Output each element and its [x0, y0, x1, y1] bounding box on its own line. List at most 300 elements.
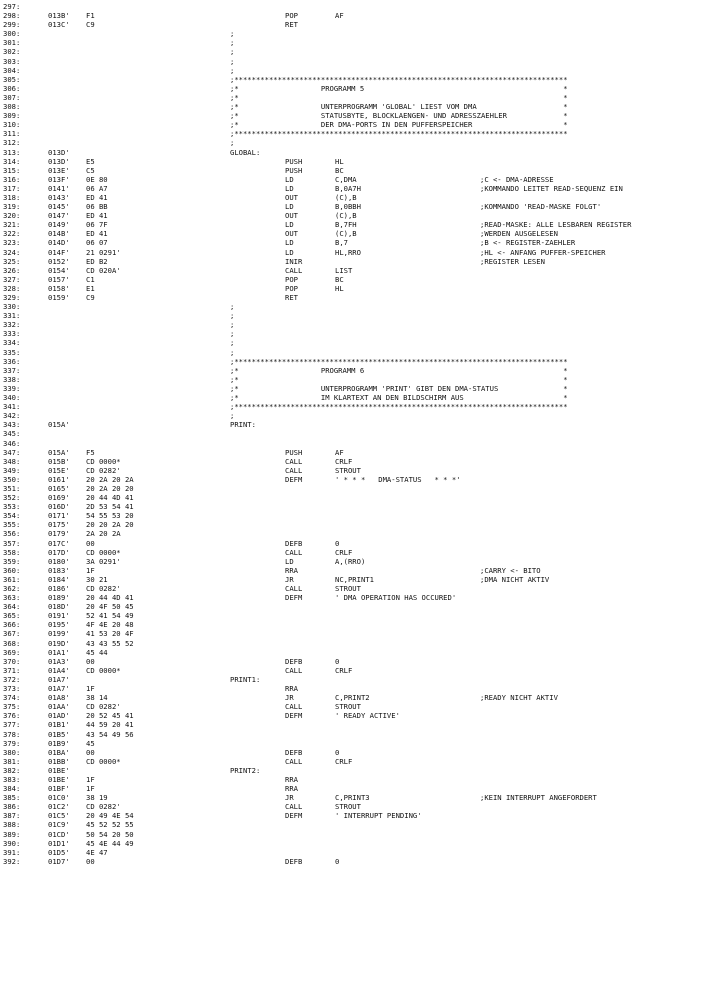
object-code: 2D 53 54 41	[86, 502, 134, 512]
comment-line: ;*****************************************************************************	[230, 129, 568, 139]
line-number: 355:	[3, 520, 21, 530]
mnemonic: INIR	[285, 256, 303, 266]
comment: ;KOMMANDO LEITET READ-SEQUENZ EIN	[480, 183, 623, 193]
listing-row	[0, 830, 704, 839]
listing-row	[0, 657, 704, 666]
operand: LIST	[335, 265, 353, 275]
address: 0189'	[48, 593, 70, 603]
operand: B,0A7H	[335, 183, 361, 193]
listing-row	[0, 75, 704, 84]
object-code: 0E 80	[86, 174, 108, 184]
listing-row	[0, 720, 704, 729]
listing-row	[0, 802, 704, 811]
object-code: CD 0000*	[86, 665, 121, 675]
line-number: 312:	[3, 138, 21, 148]
comment-line: ;*****************************************************************************	[230, 402, 568, 412]
object-code: 2A 20 2A	[86, 529, 121, 539]
line-number: 361:	[3, 574, 21, 584]
listing-row	[0, 666, 704, 675]
line-number: 313:	[3, 147, 21, 157]
mnemonic: RRA	[285, 774, 298, 784]
mnemonic: JR	[285, 574, 294, 584]
address: 0145'	[48, 202, 70, 212]
mnemonic: DEFB	[285, 856, 303, 866]
object-code: 20 52 45 41	[86, 711, 134, 721]
line-number: 359:	[3, 556, 21, 566]
comment: ;WERDEN AUSGELESEN	[480, 229, 558, 239]
listing-row	[0, 11, 704, 20]
line-number: 388:	[3, 820, 21, 830]
line-number: 383:	[3, 774, 21, 784]
line-number: 365:	[3, 611, 21, 621]
listing-row	[0, 57, 704, 66]
comment-line: ;* *	[230, 374, 568, 384]
listing-row	[0, 284, 704, 293]
mnemonic: OUT	[285, 229, 298, 239]
line-number: 346:	[3, 438, 21, 448]
listing-row	[0, 793, 704, 802]
line-number: 392:	[3, 856, 21, 866]
mnemonic: JR	[285, 793, 294, 803]
object-code: 06 07	[86, 238, 108, 248]
object-code: CD 0000*	[86, 547, 121, 557]
listing-row	[0, 47, 704, 56]
listing-row	[0, 402, 704, 411]
listing-row	[0, 38, 704, 47]
line-number: 379:	[3, 738, 21, 748]
line-number: 366:	[3, 620, 21, 630]
object-code: C1	[86, 274, 95, 284]
mnemonic: RRA	[285, 784, 298, 794]
comment: ;REGISTER LESEN	[480, 256, 545, 266]
line-number: 363:	[3, 593, 21, 603]
line-number: 348:	[3, 456, 21, 466]
line-number: 387:	[3, 811, 21, 821]
address: 01CD'	[48, 829, 70, 839]
address: 01B1'	[48, 720, 70, 730]
object-code: C9	[86, 20, 95, 30]
comment-line: ;	[230, 311, 235, 321]
object-code: CD 020A'	[86, 265, 121, 275]
object-code: E1	[86, 283, 95, 293]
listing-row	[0, 393, 704, 402]
address: 0141'	[48, 183, 70, 193]
line-number: 345:	[3, 429, 21, 439]
comment: ;READ-MASKE: ALLE LESBAREN REGISTER	[480, 220, 632, 230]
address: 017C'	[48, 538, 70, 548]
listing-row	[0, 184, 704, 193]
object-code: ED 41	[86, 192, 108, 202]
comment: ;B <- REGISTER-ZAEHLER	[480, 238, 576, 248]
address: 014B'	[48, 229, 70, 239]
mnemonic: LD	[285, 183, 294, 193]
address: 013C'	[48, 20, 70, 30]
line-number: 371:	[3, 665, 21, 675]
listing-row	[0, 138, 704, 147]
object-code: 45 4E 44 49	[86, 838, 134, 848]
object-code: 1F	[86, 774, 95, 784]
listing-row	[0, 20, 704, 29]
line-number: 349:	[3, 465, 21, 475]
line-number: 381:	[3, 756, 21, 766]
object-code: 3A 0291'	[86, 556, 121, 566]
mnemonic: LD	[285, 220, 294, 230]
object-code: 1F	[86, 684, 95, 694]
object-code: ED 41	[86, 229, 108, 239]
line-number: 317:	[3, 183, 21, 193]
comment-line: ;	[230, 38, 235, 48]
listing-row	[0, 693, 704, 702]
address: 01BE'	[48, 774, 70, 784]
listing-row	[0, 275, 704, 284]
listing-row	[0, 466, 704, 475]
listing-row	[0, 457, 704, 466]
comment-line: ;* STATUSBYTE, BLOCKLAENGEN- UND ADRESSZAEHLER *	[230, 111, 568, 121]
object-code: 43 43 55 52	[86, 638, 134, 648]
operand: 0	[335, 747, 340, 757]
comment-line: ;* PROGRAMM 6 *	[230, 365, 568, 375]
mnemonic: DEFM	[285, 811, 303, 821]
line-number: 314:	[3, 156, 21, 166]
line-number: 299:	[3, 20, 21, 30]
line-number: 343:	[3, 420, 21, 430]
listing-row	[0, 520, 704, 529]
comment-line: ;*****************************************************************************	[230, 356, 568, 366]
address: 0154'	[48, 265, 70, 275]
listing-row	[0, 502, 704, 511]
object-code: 20 49 4E 54	[86, 811, 134, 821]
line-number: 386:	[3, 802, 21, 812]
line-number: 319:	[3, 202, 21, 212]
object-code: 4F 4E 20 48	[86, 620, 134, 630]
line-number: 369:	[3, 647, 21, 657]
mnemonic: DEFM	[285, 593, 303, 603]
mnemonic: PUSH	[285, 165, 303, 175]
address: 0165'	[48, 483, 70, 493]
listing-row	[0, 120, 704, 129]
address: 0143'	[48, 192, 70, 202]
line-number: 356:	[3, 529, 21, 539]
line-number: 384:	[3, 784, 21, 794]
line-number: 324:	[3, 247, 21, 257]
line-number: 329:	[3, 293, 21, 302]
object-code: 06 A7	[86, 183, 108, 193]
operand: ' READY ACTIVE'	[335, 711, 400, 721]
comment-line: ;	[230, 47, 235, 57]
listing-row	[0, 220, 704, 229]
line-number: 321:	[3, 220, 21, 230]
line-number: 373:	[3, 684, 21, 694]
listing-row	[0, 848, 704, 857]
mnemonic: OUT	[285, 192, 298, 202]
comment-line: ;	[230, 302, 235, 312]
mnemonic: LD	[285, 556, 294, 566]
listing-row	[0, 148, 704, 157]
operand: ' INTERRUPT PENDING'	[335, 811, 422, 821]
operand: STROUT	[335, 702, 361, 712]
address: 0152'	[48, 256, 70, 266]
listing-row	[0, 748, 704, 757]
address: 0161'	[48, 474, 70, 484]
listing-row	[0, 730, 704, 739]
line-number: 380:	[3, 747, 21, 757]
mnemonic: DEFM	[285, 711, 303, 721]
listing-row	[0, 2, 704, 11]
line-number: 350:	[3, 474, 21, 484]
mnemonic: PUSH	[285, 156, 303, 166]
object-code: CD 0282'	[86, 465, 121, 475]
object-code: 20 20 2A 20	[86, 520, 134, 530]
line-number: 340:	[3, 393, 21, 403]
line-number: 374:	[3, 693, 21, 703]
object-code: 44 59 20 41	[86, 720, 134, 730]
comment: ;READY NICHT AKTIV	[480, 693, 558, 703]
object-code: 20 2A 20 2A	[86, 474, 134, 484]
object-code: 20 2A 20 20	[86, 483, 134, 493]
object-code: 38 19	[86, 793, 108, 803]
operand: AF	[335, 447, 344, 457]
address: 014F'	[48, 247, 70, 257]
object-code: F5	[86, 447, 95, 457]
label: PRINT:	[230, 420, 256, 430]
mnemonic: LD	[285, 202, 294, 212]
address: 015E'	[48, 465, 70, 475]
object-code: 38 14	[86, 693, 108, 703]
comment: ;CARRY <- BITO	[480, 565, 541, 575]
address: 013F'	[48, 174, 70, 184]
comment-line: ;	[230, 411, 235, 421]
line-number: 298:	[3, 11, 21, 21]
object-code: CD 0282'	[86, 584, 121, 593]
listing-row	[0, 648, 704, 657]
address: 013D'	[48, 156, 70, 166]
listing-row	[0, 675, 704, 684]
address: 01A1'	[48, 647, 70, 657]
listing-row	[0, 811, 704, 820]
mnemonic: CALL	[285, 665, 303, 675]
line-number: 323:	[3, 238, 21, 248]
object-code: 00	[86, 656, 95, 666]
comment: ;KEIN INTERRUPT ANGEFORDERT	[480, 793, 597, 803]
address: 0149'	[48, 220, 70, 230]
line-number: 367:	[3, 629, 21, 639]
object-code: 1F	[86, 784, 95, 794]
listing-row	[0, 238, 704, 247]
listing-row	[0, 602, 704, 611]
line-number: 302:	[3, 47, 21, 57]
listing-row	[0, 329, 704, 338]
operand: HL,RRO	[335, 247, 361, 257]
object-code: 54 55 53 20	[86, 511, 134, 521]
listing-row	[0, 102, 704, 111]
object-code: 20 44 4D 41	[86, 593, 134, 603]
listing-row	[0, 420, 704, 429]
listing-row	[0, 84, 704, 93]
listing-row	[0, 639, 704, 648]
listing-row	[0, 320, 704, 329]
line-number: 370:	[3, 656, 21, 666]
listing-row	[0, 684, 704, 693]
line-number: 308:	[3, 102, 21, 112]
line-number: 309:	[3, 111, 21, 121]
address: 0147'	[48, 211, 70, 221]
line-number: 305:	[3, 74, 21, 84]
operand: C,DMA	[335, 174, 357, 184]
line-number: 382:	[3, 765, 21, 775]
address: 0195'	[48, 620, 70, 630]
line-number: 338:	[3, 374, 21, 384]
operand: 0	[335, 538, 340, 548]
listing-row	[0, 348, 704, 357]
comment-line: ;	[230, 329, 235, 339]
address: 0191'	[48, 611, 70, 621]
address: 019D'	[48, 638, 70, 648]
address: 01BB'	[48, 756, 70, 766]
label: PRINT2:	[230, 765, 261, 775]
operand: 0	[335, 656, 340, 666]
listing-row	[0, 302, 704, 311]
object-code: 41 53 20 4F	[86, 629, 134, 639]
line-number: 336:	[3, 356, 21, 366]
line-number: 337:	[3, 365, 21, 375]
line-number: 372:	[3, 674, 21, 684]
comment-line: ;*****************************************************************************	[230, 74, 568, 84]
operand: (C),B	[335, 192, 357, 202]
mnemonic: RRA	[285, 565, 298, 575]
listing-row	[0, 202, 704, 211]
operand: B,7FH	[335, 220, 357, 230]
operand: A,(RRO)	[335, 556, 366, 566]
address: 0171'	[48, 511, 70, 521]
address: 01A3'	[48, 656, 70, 666]
line-number: 331:	[3, 311, 21, 321]
mnemonic: RRA	[285, 684, 298, 694]
mnemonic: LD	[285, 247, 294, 257]
object-code: 00	[86, 747, 95, 757]
mnemonic: POP	[285, 11, 298, 21]
object-code: 30 21	[86, 574, 108, 584]
comment: ;DMA NICHT AKTIV	[480, 574, 550, 584]
object-code: 00	[86, 538, 95, 548]
listing-row	[0, 257, 704, 266]
address: 01BA'	[48, 747, 70, 757]
mnemonic: CALL	[285, 547, 303, 557]
listing-row	[0, 311, 704, 320]
object-code: CD 0282'	[86, 802, 121, 812]
line-number: 353:	[3, 502, 21, 512]
object-code: E5	[86, 156, 95, 166]
listing-row	[0, 511, 704, 520]
mnemonic: CALL	[285, 465, 303, 475]
listing-row	[0, 557, 704, 566]
listing-row	[0, 293, 704, 302]
listing-row	[0, 539, 704, 548]
operand: HL	[335, 283, 344, 293]
listing-row	[0, 593, 704, 602]
address: 0157'	[48, 274, 70, 284]
mnemonic: RET	[285, 20, 298, 30]
comment-line: ;	[230, 338, 235, 348]
address: 01C2'	[48, 802, 70, 812]
line-number: 307:	[3, 92, 21, 102]
listing-row	[0, 384, 704, 393]
listing-row	[0, 439, 704, 448]
mnemonic: DEFB	[285, 538, 303, 548]
object-code: CD 0282'	[86, 702, 121, 712]
listing-row	[0, 193, 704, 202]
address: 0175'	[48, 520, 70, 530]
line-number: 357:	[3, 538, 21, 548]
operand: HL	[335, 156, 344, 166]
line-number: 342:	[3, 411, 21, 421]
line-number: 318:	[3, 192, 21, 202]
assembly-listing	[0, 2, 704, 866]
operand: ' * * * DMA-STATUS * * *'	[335, 474, 461, 484]
listing-row	[0, 584, 704, 593]
line-number: 325:	[3, 256, 21, 266]
address: 01D7'	[48, 856, 70, 866]
listing-row	[0, 111, 704, 120]
comment-line: ;	[230, 56, 235, 66]
line-number: 335:	[3, 347, 21, 357]
listing-row	[0, 338, 704, 347]
listing-row	[0, 29, 704, 38]
address: 017D'	[48, 547, 70, 557]
operand: CRLF	[335, 456, 353, 466]
address: 01AD'	[48, 711, 70, 721]
line-number: 316:	[3, 174, 21, 184]
object-code: 4E 47	[86, 847, 108, 857]
object-code: 50 54 20 50	[86, 829, 134, 839]
line-number: 341:	[3, 402, 21, 412]
listing-row	[0, 166, 704, 175]
listing-row	[0, 66, 704, 75]
address: 01BF'	[48, 784, 70, 794]
object-code: 20 4F 50 45	[86, 602, 134, 612]
line-number: 303:	[3, 56, 21, 66]
comment-line: ;* PROGRAMM 5 *	[230, 83, 568, 93]
mnemonic: CALL	[285, 265, 303, 275]
listing-row	[0, 566, 704, 575]
line-number: 351:	[3, 483, 21, 493]
line-number: 352:	[3, 493, 21, 503]
operand: BC	[335, 274, 344, 284]
comment: ;C <- DMA-ADRESSE	[480, 174, 554, 184]
address: 015A'	[48, 420, 70, 430]
address: 018D'	[48, 602, 70, 612]
operand: NC,PRINT1	[335, 574, 374, 584]
operand: C,PRINT3	[335, 793, 370, 803]
listing-row	[0, 757, 704, 766]
address: 01C9'	[48, 820, 70, 830]
mnemonic: CALL	[285, 756, 303, 766]
listing-row	[0, 266, 704, 275]
listing-row	[0, 620, 704, 629]
listing-row	[0, 784, 704, 793]
line-number: 320:	[3, 211, 21, 221]
listing-row	[0, 229, 704, 238]
line-number: 306:	[3, 83, 21, 93]
line-number: 391:	[3, 847, 21, 857]
label: PRINT1:	[230, 674, 261, 684]
mnemonic: LD	[285, 238, 294, 248]
object-code: 06 7F	[86, 220, 108, 230]
mnemonic: LD	[285, 174, 294, 184]
listing-row	[0, 129, 704, 138]
operand: AF	[335, 11, 344, 21]
line-number: 322:	[3, 229, 21, 239]
line-number: 390:	[3, 838, 21, 848]
